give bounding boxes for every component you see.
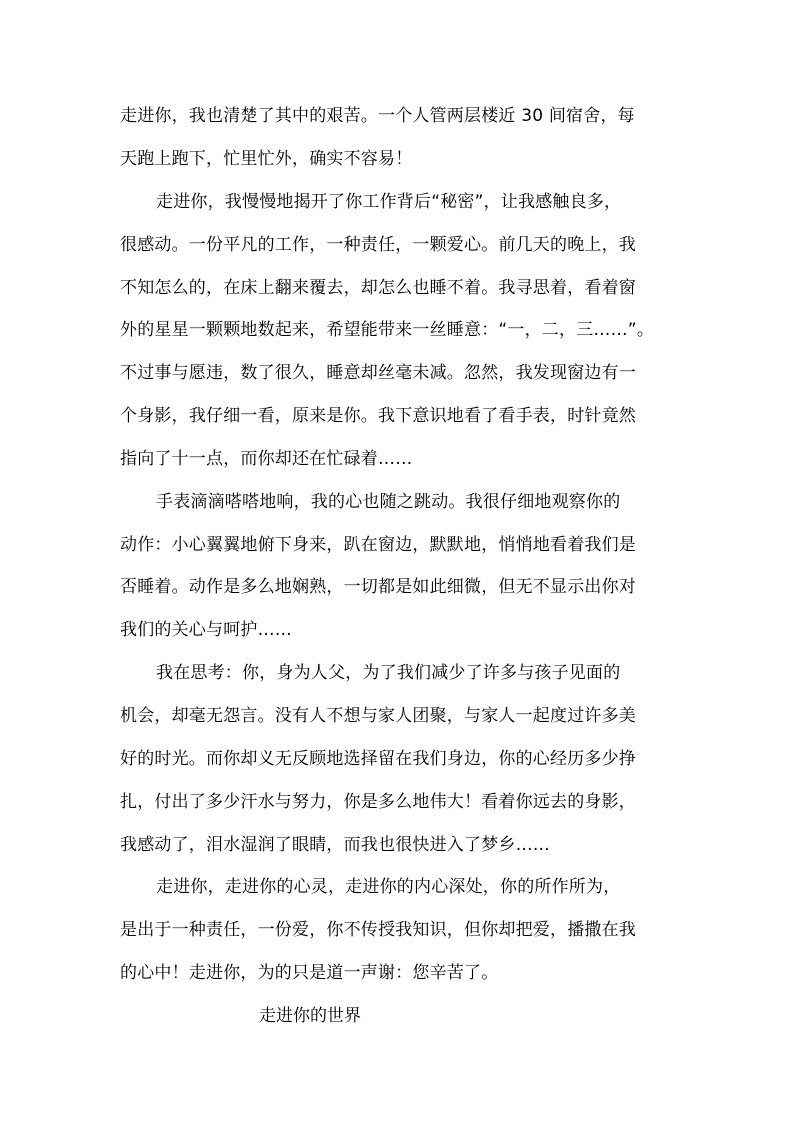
body-line: 好的时光。而你却义无反顾地选择留在我们身边，你的心经历多少挣 [120, 749, 636, 769]
body-line: 不过事与愿违，数了很久，睡意却丝毫未减。忽然，我发现窗边有一 [120, 363, 636, 383]
body-line: 不知怎么的，在床上翻来覆去，却怎么也睡不着。我寻思着，看着窗 [120, 278, 636, 298]
section-title: 走进你的世界 [259, 1006, 361, 1026]
body-line: 外的星星一颗颗地数起来，希望能带来一丝睡意：“一，二，三……”。 [120, 320, 655, 340]
body-line: 我在思考：你，身为人父，为了我们减少了许多与孩子见面的 [156, 663, 621, 683]
body-line: 我们的关心与呵护…… [120, 620, 292, 640]
body-line: 机会，却毫无怨言。没有人不想与家人团聚，与家人一起度过许多美 [120, 706, 636, 726]
body-line: 走进你，我慢慢地揭开了你工作背后“秘密”，让我感触良多， [156, 192, 622, 212]
body-line: 是出于一种责任，一份爱，你不传授我知识，但你却把爱，播撒在我 [120, 920, 636, 940]
body-line: 指向了十一点，而你却还在忙碌着…… [120, 449, 413, 469]
body-line: 天跑上跑下，忙里忙外，确实不容易！ [120, 149, 413, 169]
body-line: 扎，付出了多少汗水与努力，你是多么地伟大！看着你远去的身影， [120, 792, 636, 812]
body-line: 动作：小心翼翼地俯下身来，趴在窗边，默默地，悄悄地看着我们是 [120, 535, 636, 555]
body-line: 我感动了，泪水湿润了眼睛，而我也很快进入了梦乡…… [120, 835, 550, 855]
body-line: 走进你，我也清楚了其中的艰苦。一个人管两层楼近 30 间宿舍，每 [120, 106, 635, 126]
body-line: 手表滴滴嗒嗒地响，我的心也随之跳动。我很仔细地观察你的 [156, 492, 621, 512]
body-line: 否睡着。动作是多么地娴熟，一切都是如此细微，但无不显示出你对 [120, 577, 636, 597]
body-line: 走进你，走进你的心灵，走进你的内心深处，你的所作所为， [156, 877, 621, 897]
body-line: 很感动。一份平凡的工作，一种责任，一颗爱心。前几天的晚上，我 [120, 235, 636, 255]
body-line: 个身影，我仔细一看，原来是你。我下意识地看了看手表，时针竟然 [120, 406, 636, 426]
body-line: 的心中！走进你，为的只是道一声谢：您辛苦了。 [120, 963, 499, 983]
